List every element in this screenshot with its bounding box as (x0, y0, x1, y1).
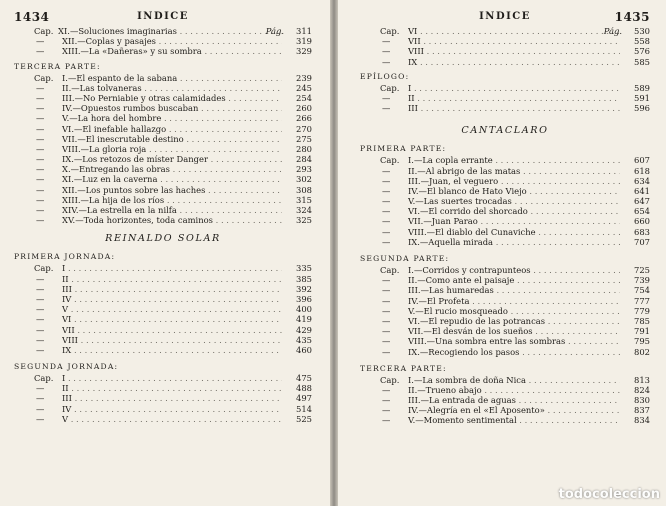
toc-entry-text: V.—La hora del hombre . . . (62, 113, 282, 123)
toc-entry-text: X.—Entregando las obras . . . (62, 164, 282, 174)
toc-row (14, 164, 312, 174)
toc-entry-text: VII.—El inescrutable destino . . . (62, 134, 282, 144)
toc-row (360, 186, 650, 196)
toc-chapter-marker: — (36, 334, 45, 345)
toc-page-number: 460 (296, 344, 312, 355)
toc-chapter-marker: — (36, 194, 45, 205)
toc-page-number: 275 (296, 133, 312, 144)
toc-row (14, 294, 312, 304)
toc-row (14, 393, 312, 403)
left-page-number: 1434 (14, 10, 50, 24)
toc-entry-text: VI.—El inefable hallazgo . . . (62, 124, 282, 134)
toc-row (14, 144, 312, 154)
toc-chapter-marker: — (382, 395, 391, 406)
toc-chapter-marker: — (36, 123, 45, 134)
right-section-3-entries (360, 265, 650, 357)
toc-page-number: 254 (296, 92, 312, 103)
toc-page-number: 591 (634, 92, 650, 103)
toc-chapter-marker: — (382, 295, 391, 306)
toc-page-number: 791 (634, 326, 650, 337)
toc-chapter-marker: — (382, 185, 391, 196)
toc-row (14, 174, 312, 184)
toc-entry-text: IX.—Los retozos de míster Danger . . . (62, 154, 282, 164)
toc-chapter-marker: — (382, 326, 391, 337)
toc-page-number: 324 (296, 205, 312, 215)
toc-page-number: 634 (634, 175, 650, 186)
toc-row (14, 314, 312, 324)
toc-chapter-marker: — (382, 415, 391, 426)
right-page-number: 1435 (614, 10, 650, 24)
toc-row (360, 347, 650, 357)
toc-page-number: 785 (634, 315, 650, 326)
toc-row: — XII.—Coplas y pasajes . . . 319 (14, 36, 312, 46)
work-title: REINALDO SOLAR (105, 233, 221, 245)
toc-chapter-marker: — (382, 196, 391, 207)
toc-row (360, 405, 650, 415)
toc-entry-text: IX . . . (408, 57, 620, 67)
right-intro-entries (360, 26, 650, 67)
toc-page-number: 329 (296, 46, 312, 57)
toc-row (14, 154, 312, 164)
toc-page-number: 400 (296, 304, 312, 315)
toc-row (360, 375, 650, 385)
toc-chapter-marker: — (382, 206, 391, 217)
toc-pag-label: Pág. (265, 26, 284, 36)
toc-page-number: 647 (634, 196, 650, 207)
toc-entry-text: XIII.—La hija de los ríos . . . (62, 195, 282, 205)
toc-chapter-marker: Cap. (34, 72, 54, 83)
toc-entry-text: IV . . . (62, 294, 282, 304)
toc-page-number: 284 (296, 154, 312, 165)
toc-page-number: 392 (296, 283, 312, 294)
toc-page-number: 576 (634, 46, 650, 57)
toc-row (14, 134, 312, 144)
toc-chapter-marker: — (36, 113, 45, 124)
toc-entry-text: VIII.—La gloria roja . . . (62, 144, 282, 154)
toc-row (14, 83, 312, 93)
toc-chapter-marker: — (36, 164, 45, 175)
toc-chapter-marker: — (36, 174, 45, 185)
toc-page-number: 514 (296, 403, 312, 414)
toc-row (360, 227, 650, 237)
toc-entry-text: II . . . (62, 383, 282, 393)
toc-row (360, 103, 650, 113)
toc-entry-text: XII.—Los puntos sobre las haches . . . (62, 185, 282, 195)
toc-row: — VIII . . . 576 (360, 46, 650, 56)
toc-row (14, 274, 312, 284)
toc-page-number: 795 (634, 336, 650, 347)
toc-row: Cap. XI.—Soluciones imaginarias . . . Pág. 311 (14, 26, 312, 36)
toc-chapter-marker: — (36, 393, 45, 404)
toc-entry-text: VIII.—El diablo del Cunaviche . . . (408, 227, 620, 237)
book-gutter (330, 0, 338, 506)
toc-entry-text: III . . . (62, 284, 282, 294)
toc-entry-text: I.—Corridos y contrapunteos . . . (408, 265, 620, 275)
toc-entry-text: VI.—El repudio de las potrancas . . . (408, 316, 620, 326)
toc-entry-text: III.—La entrada de aguas . . . (408, 395, 620, 405)
toc-entry-text: XIV.—La estrella en la nilfa . . . (62, 205, 282, 215)
toc-page-number: 315 (296, 194, 312, 205)
toc-entry-text: II . . . (408, 93, 620, 103)
toc-row (360, 296, 650, 306)
toc-chapter-marker: — (36, 205, 45, 215)
toc-chapter-marker: Cap. (380, 155, 400, 166)
toc-page-number: 385 (296, 273, 312, 284)
toc-page-number: 641 (634, 185, 650, 196)
toc-page-number: 266 (296, 113, 312, 124)
toc-row (14, 93, 312, 103)
toc-chapter-marker: — (382, 285, 391, 296)
toc-chapter-marker: — (36, 283, 45, 294)
toc-chapter-marker: — (36, 273, 45, 284)
toc-chapter-marker: — (36, 403, 45, 414)
toc-chapter-marker: — (382, 346, 391, 357)
section-heading: TERCERA PARTE: (360, 363, 447, 373)
toc-row (360, 395, 650, 405)
toc-page-number: 308 (296, 184, 312, 195)
toc-page-number: 834 (634, 415, 650, 426)
right-running-head (360, 10, 650, 26)
toc-page-number: 654 (634, 206, 650, 217)
left-intro-entries (14, 26, 312, 57)
right-section-1-entries (360, 83, 650, 114)
toc-page-number: 396 (296, 293, 312, 304)
toc-row (14, 215, 312, 225)
toc-row (360, 415, 650, 425)
toc-row (360, 285, 650, 295)
toc-page-number: 707 (634, 236, 650, 247)
toc-page-number: 280 (296, 143, 312, 154)
toc-page-number: 325 (296, 215, 312, 226)
toc-chapter-marker: — (36, 103, 45, 114)
toc-chapter-marker: — (36, 215, 45, 226)
toc-entry-text: I.—La copla errante . . . (408, 155, 620, 165)
right-running-title: INDICE (479, 11, 531, 22)
toc-pag-label: Pág. (603, 26, 622, 36)
toc-page-number: 429 (296, 324, 312, 335)
toc-entry-text: V.—Momento sentimental . . . (408, 415, 620, 425)
toc-page-number: 802 (634, 346, 650, 357)
toc-entry-text: IV.—Opuestos rumbos buscaban . . . (62, 103, 282, 113)
toc-page-number: 618 (634, 165, 650, 176)
toc-chapter-marker: Cap. (380, 82, 400, 93)
toc-row (360, 206, 650, 216)
toc-entry-text: II.—Trueno abajo . . . (408, 385, 620, 395)
toc-page-number: 260 (296, 103, 312, 114)
right-section-2-entries (360, 155, 650, 247)
toc-entry-text: III.—No Perniabie y otras calamidades . . . (62, 93, 282, 103)
toc-row (14, 185, 312, 195)
toc-chapter-marker: — (36, 383, 45, 394)
toc-chapter-marker: — (36, 324, 45, 335)
section-heading: EPÍLOGO: (360, 71, 410, 81)
toc-page-number: 725 (634, 265, 650, 275)
toc-row (14, 113, 312, 123)
toc-entry-text: IX.—Aquella mirada . . . (408, 237, 620, 247)
toc-row (14, 404, 312, 414)
toc-entry-text: VII.—Juan Parao . . . (408, 216, 620, 226)
toc-entry-text: VII . . . (408, 36, 620, 46)
toc-page-number: 660 (634, 216, 650, 227)
left-running-head (14, 10, 312, 26)
toc-row (360, 265, 650, 275)
toc-chapter-marker: Cap. (380, 374, 400, 385)
toc-row: — IX . . . 585 (360, 57, 650, 67)
toc-page-number: 525 (296, 413, 312, 424)
toc-entry-text: IV.—El blanco de Hato Viejo . . . (408, 186, 620, 196)
toc-page-number: 319 (296, 36, 312, 47)
toc-entry-text: IX . . . (62, 345, 282, 355)
section-heading: PRIMERA JORNADA: (14, 252, 116, 262)
toc-row (360, 336, 650, 346)
toc-row (14, 335, 312, 345)
toc-chapter-marker: — (382, 226, 391, 237)
toc-page-number: 777 (634, 295, 650, 306)
toc-entry-text: II.—Las tolvaneras . . . (62, 83, 282, 93)
toc-row (14, 325, 312, 335)
toc-entry-text: III.—Las humaredas . . . (408, 285, 620, 295)
toc-chapter-marker: — (36, 133, 45, 144)
left-running-title: INDICE (137, 11, 189, 22)
toc-page-number: 335 (296, 263, 312, 274)
toc-page-number: 779 (634, 305, 650, 316)
toc-row (14, 345, 312, 355)
toc-page-number: 830 (634, 395, 650, 406)
toc-row (360, 326, 650, 336)
toc-chapter-marker: Cap. (34, 373, 54, 384)
toc-row (360, 83, 650, 93)
toc-page-number: 589 (634, 82, 650, 93)
toc-entry-text: I . . . (62, 373, 282, 383)
toc-chapter-marker: Cap. (34, 263, 54, 274)
toc-entry-text: IX.—Recogiendo los pasos . . . (408, 347, 620, 357)
toc-page-number: 311 (296, 26, 312, 36)
work-title: CANTACLARO (461, 125, 549, 137)
toc-entry-text: VI . . . (62, 314, 282, 324)
toc-entry-text: XI.—Luz en la caverna . . . (62, 174, 282, 184)
toc-chapter-marker: — (382, 275, 391, 286)
toc-entry-text: II.—Al abrigo de las matas . . . (408, 166, 620, 176)
right-section-4-entries (360, 375, 650, 426)
toc-entry-text: IV . . . (62, 404, 282, 414)
toc-row (360, 176, 650, 186)
toc-chapter-marker: — (36, 154, 45, 165)
toc-page-number: 419 (296, 314, 312, 325)
toc-entry-text: VI . . . (408, 26, 620, 36)
toc-chapter-marker: — (36, 92, 45, 103)
toc-entry-text: II . . . (62, 274, 282, 284)
toc-row (14, 373, 312, 383)
toc-entry-text: VII . . . (62, 325, 282, 335)
toc-page-number: 530 (634, 26, 650, 36)
toc-entry-text: I . . . (408, 83, 620, 93)
toc-entry-text: IV.—Alegría en el «El Aposento» . . . (408, 405, 620, 415)
toc-row: Cap. VI . . . Pág. 530 (360, 26, 650, 36)
toc-chapter-marker: — (382, 165, 391, 176)
toc-entry-text: VII.—El desván de los sueños . . . (408, 326, 620, 336)
toc-entry-text: V.—Las suertes trocadas . . . (408, 196, 620, 206)
toc-page-number: 239 (296, 72, 312, 83)
toc-chapter-marker: — (36, 413, 45, 424)
toc-row (14, 195, 312, 205)
toc-row (14, 304, 312, 314)
toc-page-number: 813 (634, 374, 650, 385)
toc-row: — XIII.—La «Dañeras» y su sombra . . . 329 (14, 46, 312, 56)
toc-entry-text: V . . . (62, 304, 282, 314)
section-heading: PRIMERA PARTE: (360, 144, 447, 154)
toc-row (360, 237, 650, 247)
toc-entry-text: I.—El espanto de la sabana . . . (62, 73, 282, 83)
toc-row (360, 306, 650, 316)
toc-chapter-marker: — (382, 103, 391, 114)
toc-row (14, 284, 312, 294)
toc-row (360, 385, 650, 395)
toc-page-number: 596 (634, 103, 650, 114)
toc-row (14, 205, 312, 215)
toc-entry-text: VIII.—Una sombra entre las sombras . . . (408, 336, 620, 346)
toc-row (360, 155, 650, 165)
toc-row (14, 124, 312, 134)
left-section-1-entries (14, 73, 312, 226)
toc-page-number: 607 (634, 155, 650, 166)
left-section-2-entries (14, 263, 312, 355)
toc-entry-text: VIII . . . (408, 46, 620, 56)
toc-chapter-marker: — (382, 315, 391, 326)
toc-chapter-marker: — (36, 143, 45, 154)
toc-page-number: 739 (634, 275, 650, 286)
toc-row (14, 103, 312, 113)
toc-chapter-marker: — (36, 293, 45, 304)
toc-page-number: 435 (296, 334, 312, 345)
toc-entry-text: VI.—El corrido del shorcado . . . (408, 206, 620, 216)
toc-chapter-marker: — (382, 92, 391, 103)
toc-chapter-marker: — (382, 236, 391, 247)
toc-page-number: 475 (296, 373, 312, 384)
toc-entry-text: IV.—El Profeta . . . (408, 296, 620, 306)
toc-page-number: 270 (296, 123, 312, 134)
toc-row: — VII . . . 558 (360, 36, 650, 46)
toc-page-number: 293 (296, 164, 312, 175)
toc-chapter-marker: — (382, 305, 391, 316)
toc-entry-text: II.—Como ante el paisaje . . . (408, 275, 620, 285)
toc-entry-text: XI.—Soluciones imaginarias . . . (58, 26, 282, 36)
toc-row (360, 275, 650, 285)
toc-entry-text: I.—La sombra de doña Nica . . . (408, 375, 620, 385)
right-page (338, 0, 666, 506)
toc-chapter-marker: — (36, 344, 45, 355)
toc-page-number: 754 (634, 285, 650, 296)
toc-page-number: 683 (634, 226, 650, 237)
section-heading: SEGUNDA PARTE: (360, 254, 450, 263)
toc-chapter-marker: Cap. (380, 265, 400, 275)
toc-row (14, 263, 312, 273)
toc-page-number: 488 (296, 383, 312, 394)
toc-entry-text: I . . . (62, 263, 282, 273)
toc-page-number: 837 (634, 405, 650, 416)
toc-row (14, 383, 312, 393)
toc-page-number: 497 (296, 393, 312, 404)
toc-page-number: 245 (296, 82, 312, 93)
toc-entry-text: III.—Juan, el veguero . . . (408, 176, 620, 186)
toc-row (360, 196, 650, 206)
toc-entry-text: V . . . (62, 414, 282, 424)
toc-entry-text: XIII.—La «Dañeras» y su sombra . . . (62, 46, 282, 56)
toc-entry-text: XV.—Toda horizontes, toda caminos . . . (62, 215, 282, 225)
toc-page-number: 302 (296, 174, 312, 185)
watermark-logo: todocoleccion (558, 487, 660, 502)
toc-entry-text: III . . . (408, 103, 620, 113)
toc-chapter-marker: — (36, 184, 45, 195)
section-heading: SEGUNDA JORNADA: (14, 362, 119, 372)
toc-entry-text: XII.—Coplas y pasajes . . . (62, 36, 282, 46)
toc-chapter-marker: — (382, 405, 391, 416)
left-section-3-entries (14, 373, 312, 424)
toc-entry-text: VIII . . . (62, 335, 282, 345)
toc-page-number: 585 (634, 56, 650, 67)
toc-entry-text: V.—El rucio mosqueado . . . (408, 306, 620, 316)
section-heading: TERCERA PARTE: (14, 61, 101, 71)
toc-chapter-marker: — (36, 82, 45, 93)
toc-entry-text: III . . . (62, 393, 282, 403)
toc-row (360, 166, 650, 176)
toc-page-number: 824 (634, 384, 650, 395)
toc-chapter-marker: — (36, 304, 45, 315)
toc-chapter-marker: — (382, 384, 391, 395)
toc-row (14, 414, 312, 424)
toc-row (360, 216, 650, 226)
toc-chapter-marker: — (36, 314, 45, 325)
toc-page-number: 558 (634, 36, 650, 47)
toc-chapter-marker: — (382, 175, 391, 186)
left-page (0, 0, 330, 506)
toc-row (14, 73, 312, 83)
toc-row (360, 93, 650, 103)
toc-row (360, 316, 650, 326)
toc-chapter-marker: — (382, 336, 391, 347)
toc-chapter-marker: — (382, 216, 391, 227)
